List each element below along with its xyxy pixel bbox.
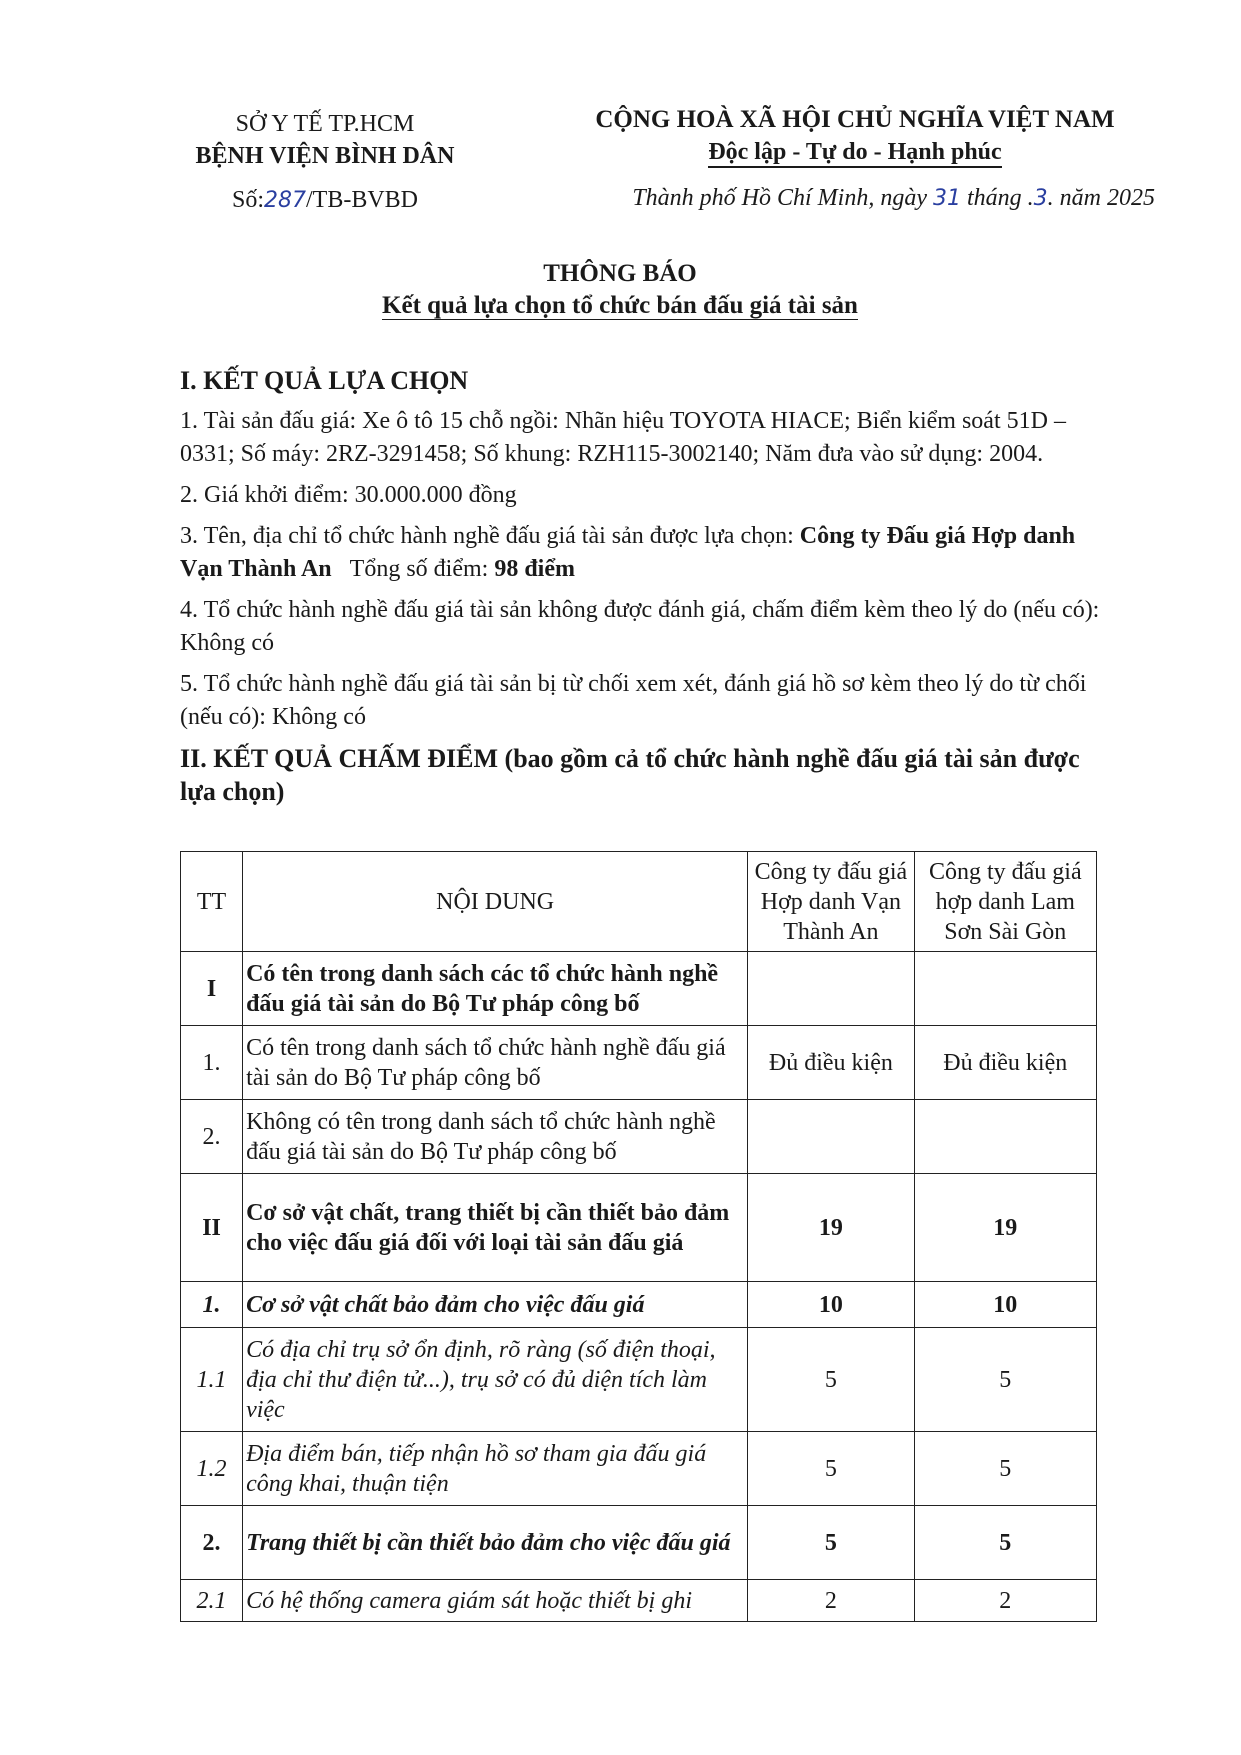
section-1-heading: I. KẾT QUẢ LỰA CHỌN [180,366,469,395]
row-tt: 2. [181,1100,243,1174]
handwritten-month: 3 [1033,186,1048,211]
row-value-b: 10 [914,1282,1096,1328]
row-content: Có địa chỉ trụ sở ổn định, rõ ràng (số điện thoại, địa chỉ thư điện tử...), trụ sở có đủ diện tích làm việc [243,1328,748,1432]
row-value-a: Đủ điều kiện [748,1026,914,1100]
header-company-b: Công ty đấu giá hợp danh Lam Sơn Sài Gòn [914,852,1096,952]
row-content: Không có tên trong danh sách tổ chức hành nghề đấu giá tài sản do Bộ Tư pháp công bố [243,1100,748,1174]
scoring-table [180,851,1097,1622]
issue-date: Thành phố Hồ Chí Minh, ngày 31 tháng .3. năm 2025 [632,185,1155,211]
row-value-b [914,1100,1096,1174]
table-row [181,952,1097,1026]
number-suffix: /TB-BVBD [306,187,419,213]
header-company-a: Công ty đấu giá Hợp danh Vạn Thành An [748,852,914,952]
row-content: Cơ sở vật chất, trang thiết bị cần thiết bảo đảm cho việc đấu giá đối với loại tài sản đấu giá [243,1174,748,1282]
selected-company: Công ty Đấu giá Hợp danh Vạn Thành An [180,523,1076,582]
document-body [180,364,1120,816]
document-title [180,258,1060,322]
issuer-block [160,108,490,217]
table-row [181,1506,1097,1580]
row-value-b [914,952,1096,1026]
table-row [181,1174,1097,1282]
row-value-b: 5 [914,1432,1096,1506]
row-tt: 2. [181,1506,243,1580]
national-heading [545,104,1165,215]
row-value-a [748,1100,914,1174]
date-place: Thành phố Hồ Chí Minh, ngày [632,185,927,211]
handwritten-number: 287 [264,188,306,213]
row-value-b: 2 [914,1580,1096,1622]
row-content: Có tên trong danh sách tổ chức hành nghề đấu giá tài sản do Bộ Tư pháp công bố [243,1026,748,1100]
handwritten-day: 31 [932,186,961,211]
row-tt: I [181,952,243,1026]
row-value-a: 5 [748,1506,914,1580]
row-value-a: 2 [748,1580,914,1622]
row-value-a: 10 [748,1282,914,1328]
row-value-b: Đủ điều kiện [914,1026,1096,1100]
row-value-b: 5 [914,1506,1096,1580]
row-tt: 1. [181,1026,243,1100]
row-content: Có hệ thống camera giám sát hoặc thiết bị ghi [243,1580,748,1622]
score-label: Tổng số điểm: [349,556,495,582]
title-subtitle: Kết quả lựa chọn tổ chức bán đấu giá tài sản [382,292,858,319]
document-number [160,184,490,217]
table-row [181,1432,1097,1506]
department-name: SỞ Y TẾ TP.HCM [235,111,415,137]
national-motto: Độc lập - Tự do - Hạnh phúc [545,136,1165,168]
header-tt: TT [181,852,243,952]
number-prefix: Số: [231,187,264,213]
row-content: Cơ sở vật chất bảo đảm cho việc đấu giá [243,1282,748,1328]
total-score: 98 điểm [494,556,575,582]
row-content: Có tên trong danh sách các tổ chức hành nghề đấu giá tài sản do Bộ Tư pháp công bố [243,952,748,1026]
item-3-selected-org: 3. Tên, địa chỉ tổ chức hành nghề đấu giá tài sản được lựa chọn: Công ty Đấu giá Hợp danh Vạn Thành An Tổng số điểm: 98 điểm [180,523,1076,582]
item-2-starting-price: 2. Giá khởi điểm: 30.000.000 đồng [180,482,517,508]
row-tt: II [181,1174,243,1282]
row-value-b: 5 [914,1328,1096,1432]
row-tt: 1.1 [181,1328,243,1432]
table-row [181,1282,1097,1328]
row-content: Trang thiết bị cần thiết bảo đảm cho việc đấu giá [243,1506,748,1580]
date-year: . năm 2025 [1047,185,1155,211]
hospital-name: BỆNH VIỆN BÌNH DÂN [195,143,455,169]
item-5-rejected: 5. Tổ chức hành nghề đấu giá tài sản bị từ chối xem xét, đánh giá hồ sơ kèm theo lý do từ chối (nếu có): Không có [180,671,1087,730]
item-1-asset: 1. Tài sản đấu giá: Xe ô tô 15 chỗ ngồi: Nhãn hiệu TOYOTA HIACE; Biển kiểm soát 51D – 0331; Số máy: 2RZ-3291458; Số khung: RZH115-3002140; Năm đưa vào sử dụng: 2004. [180,408,1066,467]
table-row [181,1100,1097,1174]
nation-name: CỘNG HOÀ XÃ HỘI CHỦ NGHĨA VIỆT NAM [595,106,1115,133]
section-2-heading: II. KẾT QUẢ CHẤM ĐIỂM (bao gồm cả tổ chức hành nghề đấu giá tài sản được lựa chọn) [180,744,1080,806]
table-row [181,1328,1097,1432]
row-value-a: 5 [748,1432,914,1506]
row-content: Địa điểm bán, tiếp nhận hồ sơ tham gia đấu giá công khai, thuận tiện [243,1432,748,1506]
month-label: tháng [966,185,1022,211]
item-4-not-evaluated: 4. Tổ chức hành nghề đấu giá tài sản không được đánh giá, chấm điểm kèm theo lý do (nếu có): Không có [180,597,1100,656]
row-tt: 2.1 [181,1580,243,1622]
title-main: THÔNG BÁO [543,260,697,287]
header-content: NỘI DUNG [243,852,748,952]
row-value-a [748,952,914,1026]
row-tt: 1. [181,1282,243,1328]
table-row [181,1580,1097,1622]
row-value-b: 19 [914,1174,1096,1282]
row-tt: 1.2 [181,1432,243,1506]
row-value-a: 5 [748,1328,914,1432]
table-row [181,1026,1097,1100]
row-value-a: 19 [748,1174,914,1282]
table-header-row [181,852,1097,952]
